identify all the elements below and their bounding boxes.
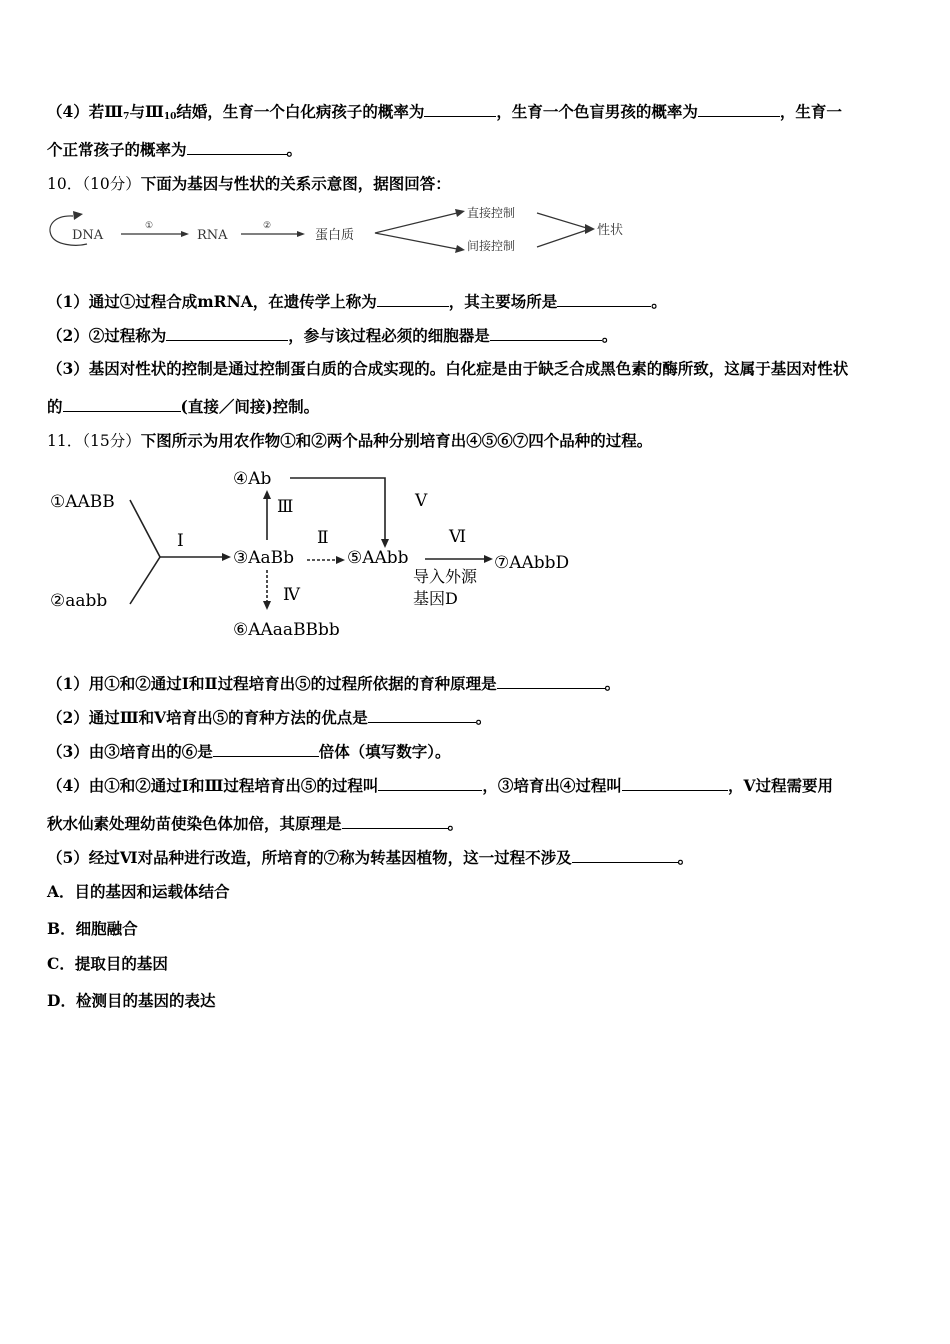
answer-blank[interactable] [557,291,651,307]
arrowhead [336,556,345,564]
q11-text: 倍体（填写数字）。 [318,742,451,761]
subscript: 7 [123,112,130,122]
q11-text: （3）由③培育出的⑥是 [47,742,213,761]
q11-heading [47,430,652,452]
arrow-V [290,478,385,542]
node-1: ①AABB [50,492,115,512]
q9-text: 结婚，生育一个白化病孩子的概率为 [176,102,425,121]
node-6: ⑥AAaaBBbb [233,620,340,640]
note-gene-d: 基因D [413,589,458,608]
control-branch [375,213,457,249]
answer-blank[interactable] [342,813,448,829]
punct: 。 [475,708,492,727]
answer-blank[interactable] [622,775,728,791]
arrowhead [585,224,595,234]
direct-control-label: 直接控制 [467,206,516,220]
answer-blank[interactable] [377,291,449,307]
q9-part4-line2 [47,139,302,161]
answer-blank[interactable] [497,673,605,689]
option-d[interactable] [47,990,215,1012]
punct: 。 [604,674,621,693]
answer-blank[interactable] [378,775,482,791]
q10-text: (直接／间接)控制。 [180,397,320,416]
question-number: 10．（10分） [47,175,141,193]
answer-blank[interactable] [166,325,288,341]
answer-blank[interactable] [490,325,602,341]
q10-text: 的 [47,397,63,416]
option-a[interactable] [47,881,230,903]
arrowhead [73,211,83,220]
q11-text: 秋水仙素处理幼苗使染色体加倍，其原理是 [47,814,342,833]
q11-part4-line1 [47,775,833,797]
answer-blank[interactable] [424,101,496,117]
step-VI-label: Ⅵ [449,527,467,547]
answer-blank[interactable] [368,707,476,723]
q11-part4-line2 [47,813,463,835]
q9-text: ，生育一个色盲男孩的概率为 [496,102,698,121]
q10-text: ，参与该过程必须的细胞器是 [288,326,490,345]
arrowhead [455,209,465,217]
q11-text: （2）通过Ⅲ和Ⅴ培育出⑤的育种方法的优点是 [47,708,368,727]
step-IV-label: Ⅳ [283,585,300,605]
q9-text: 个正常孩子的概率为 [47,140,187,159]
q9-part4-line1 [47,101,842,128]
node-4: ④Ab [233,469,272,489]
q11-text: ，Ⅴ过程需要用 [727,776,833,795]
arrowhead [484,555,493,563]
rna-label: RNA [197,228,228,243]
answer-blank[interactable] [187,139,287,155]
q10-text: （2）②过程称为 [47,326,167,345]
q11-part5 [47,847,693,869]
q9-text: 与Ⅲ [129,102,164,121]
answer-blank[interactable] [698,101,780,117]
punct: 。 [601,326,618,345]
q10-part1 [47,291,667,313]
question-text: 下图所示为用农作物①和②两个品种分别培育出④⑤⑥⑦四个品种的过程。 [140,431,653,450]
question-text: 下面为基因与性状的关系示意图，据图回答： [140,174,451,193]
q11-text: （4）由①和②通过Ⅰ和Ⅲ过程培育出⑤的过程叫 [47,776,379,795]
q10-text: （3）基因对性状的控制是通过控制蛋白质的合成实现的。白化症是由于缺乏合成黑色素的酶所致，这属于基因对性状 [47,359,849,378]
q9-text: ，生育一 [779,102,842,121]
trait-merge [537,213,590,247]
node-2: ②aabb [50,591,108,611]
dna-label: DNA [72,228,104,243]
option-text: D．检测目的基因的表达 [47,991,216,1010]
step-I-label: Ⅰ [177,531,184,551]
punct: 。 [286,140,303,159]
q10-part2 [47,325,617,347]
q10-heading [47,173,451,195]
trait-label: 性状 [597,223,624,238]
cross-lines [130,500,160,604]
answer-blank[interactable] [572,847,678,863]
protein-label: 蛋白质 [315,228,355,243]
option-text: B．细胞融合 [47,919,138,938]
answer-blank[interactable] [213,741,319,757]
answer-blank[interactable] [63,396,181,412]
step-III-label: Ⅲ [277,497,294,517]
arrowhead [181,231,189,237]
breeding-diagram [45,460,590,645]
q11-part1 [47,673,620,695]
q10-part3-line2 [47,396,319,418]
q11-part3 [47,741,451,763]
arrowhead [297,231,305,237]
question-number: 11．（15分） [47,432,141,450]
node-5: ⑤AAbb [347,548,409,568]
arrowhead [263,490,271,499]
q11-part2 [47,707,491,729]
arrowhead [222,553,231,561]
indirect-control-label: 间接控制 [467,239,516,253]
note-foreign-gene: 导入外源 [413,567,478,586]
option-b[interactable] [47,918,138,940]
option-text: A．目的基因和运载体结合 [47,882,230,901]
arrowhead [455,245,465,253]
option-c[interactable] [47,953,168,975]
q11-text: （1）用①和②通过Ⅰ和Ⅱ过程培育出⑤的过程所依据的育种原理是 [47,674,497,693]
step-V-label: Ⅴ [415,491,428,511]
node-3: ③AaBb [233,548,295,568]
q11-text: ，③培育出④过程叫 [482,776,622,795]
q11-text: （5）经过Ⅵ对品种进行改造，所培育的⑦称为转基因植物，这一过程不涉及 [47,848,572,867]
step1-label: ① [145,221,154,231]
node-7: ⑦AAbbD [494,553,570,573]
punct: 。 [677,848,694,867]
q9-text: （4）若Ⅲ [47,102,124,121]
punct: 。 [651,292,667,311]
q10-text: ，其主要场所是 [448,292,558,311]
punct: 。 [447,814,464,833]
gene-trait-diagram [45,203,635,255]
option-text: C．提取目的基因 [47,954,168,973]
step2-label: ② [263,221,272,231]
arrowhead [263,601,271,610]
step-II-label: Ⅱ [317,528,329,548]
subscript: 10 [163,112,177,122]
q10-part3-line1 [47,358,848,380]
arrowhead [381,539,389,548]
q10-text: （1）通过①过程合成mRNA，在遗传学上称为 [47,292,377,311]
